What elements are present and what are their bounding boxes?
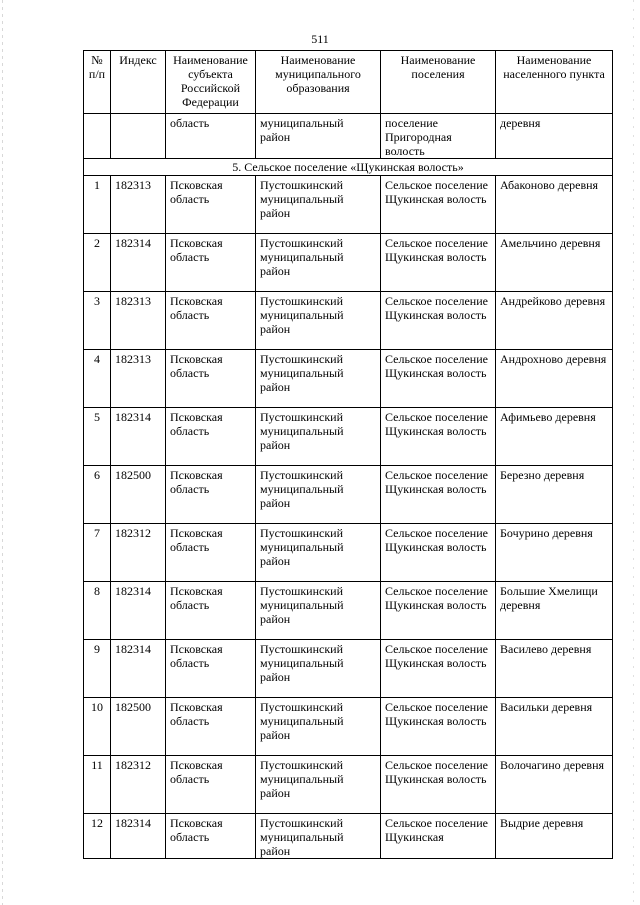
cell-locality: Абаконово деревня: [496, 176, 613, 234]
cell-locality: Большие Хмелищи деревня: [496, 582, 613, 640]
cell-num: 6: [84, 466, 111, 524]
header-index: Индекс: [111, 51, 166, 114]
cell-locality: деревня: [496, 114, 613, 159]
cell-locality: Василево деревня: [496, 640, 613, 698]
cell-num: 1: [84, 176, 111, 234]
cell-num: 3: [84, 292, 111, 350]
table-row: [84, 292, 613, 350]
table-header-row: [84, 51, 613, 114]
cell-subject: Псковская область: [166, 698, 256, 756]
cell-locality: Васильки деревня: [496, 698, 613, 756]
cell-municipal: Пустошкинский муниципальный район: [256, 176, 381, 234]
cell-num: 9: [84, 640, 111, 698]
header-municipal: Наименование муниципального образования: [256, 51, 381, 114]
table-row: [84, 466, 613, 524]
cell-index: 182314: [111, 408, 166, 466]
cell-settlement: поселение Пригородная волость: [381, 114, 496, 159]
cell-locality: Андрейково деревня: [496, 292, 613, 350]
cell-settlement: Сельское поселение Щукинская волость: [381, 582, 496, 640]
table-row: [84, 640, 613, 698]
cell-settlement: Сельское поселение Щукинская волость: [381, 640, 496, 698]
cell-index: 182314: [111, 582, 166, 640]
section-row: [84, 159, 613, 176]
cell-settlement: Сельское поселение Щукинская волость: [381, 408, 496, 466]
cell-settlement: Сельское поселение Щукинская волость: [381, 466, 496, 524]
cell-municipal: Пустошкинский муниципальный район: [256, 350, 381, 408]
cell-municipal: Пустошкинский муниципальный район: [256, 756, 381, 814]
table-row: [84, 756, 613, 814]
cell-num: 12: [84, 814, 111, 859]
cell-locality: Волочагино деревня: [496, 756, 613, 814]
cell-index: 182313: [111, 350, 166, 408]
cell-municipal: Пустошкинский муниципальный район: [256, 292, 381, 350]
cell-subject: Псковская область: [166, 234, 256, 292]
cell-num: 10: [84, 698, 111, 756]
cell-index: 182313: [111, 292, 166, 350]
cell-settlement: Сельское поселение Щукинская волость: [381, 234, 496, 292]
cell-subject: Псковская область: [166, 176, 256, 234]
cell-num: 7: [84, 524, 111, 582]
cell-index: 182314: [111, 234, 166, 292]
cell-municipal: Пустошкинский муниципальный район: [256, 640, 381, 698]
table-row: [84, 698, 613, 756]
section-title: 5. Сельское поселение «Щукинская волость»: [84, 159, 613, 176]
cell-settlement: Сельское поселение Щукинская волость: [381, 176, 496, 234]
cell-municipal: муниципальный район: [256, 114, 381, 159]
table-row: [84, 582, 613, 640]
cell-subject: Псковская область: [166, 466, 256, 524]
cell-settlement: Сельское поселение Щукинская волость: [381, 350, 496, 408]
cell-num: 2: [84, 234, 111, 292]
cell-subject: Псковская область: [166, 582, 256, 640]
table-row: [84, 524, 613, 582]
cell-subject: Псковская область: [166, 524, 256, 582]
cell-locality: Бочурино деревня: [496, 524, 613, 582]
cell-num: 8: [84, 582, 111, 640]
localities-table: [83, 50, 613, 859]
cell-municipal: Пустошкинский муниципальный район: [256, 698, 381, 756]
cell-municipal: Пустошкинский муниципальный район: [256, 582, 381, 640]
scan-edge-left: [2, 0, 3, 905]
table-row: [84, 234, 613, 292]
header-subject: Наименование субъекта Российской Федерации: [166, 51, 256, 114]
cell-locality: Выдрие деревня: [496, 814, 613, 859]
cell-num: 5: [84, 408, 111, 466]
cell-index: 182312: [111, 524, 166, 582]
cell-municipal: Пустошкинский муниципальный район: [256, 466, 381, 524]
cell-settlement: Сельское поселение Щукинская волость: [381, 698, 496, 756]
cell-municipal: Пустошкинский муниципальный район: [256, 524, 381, 582]
cell-index: 182500: [111, 698, 166, 756]
cell-subject: Псковская область: [166, 640, 256, 698]
cell-municipal: Пустошкинский муниципальный район: [256, 408, 381, 466]
cell-index: 182313: [111, 176, 166, 234]
cell-index: 182312: [111, 756, 166, 814]
cell-locality: Андрохново деревня: [496, 350, 613, 408]
cell-municipal: Пустошкинский муниципальный район: [256, 814, 381, 859]
table-row: [84, 814, 613, 859]
cell-subject: Псковская область: [166, 756, 256, 814]
cell-locality: Березно деревня: [496, 466, 613, 524]
page-number: 511: [311, 32, 329, 46]
cell-index: 182314: [111, 814, 166, 859]
cell-settlement: Сельское поселение Щукинская: [381, 814, 496, 859]
cell-subject: Псковская область: [166, 350, 256, 408]
cell-num: [84, 114, 111, 159]
cell-subject: Псковская область: [166, 814, 256, 859]
cell-locality: Афимьево деревня: [496, 408, 613, 466]
table-row: [84, 408, 613, 466]
cell-index: [111, 114, 166, 159]
table-row: [84, 350, 613, 408]
cell-num: 11: [84, 756, 111, 814]
cell-num: 4: [84, 350, 111, 408]
cell-settlement: Сельское поселение Щукинская волость: [381, 292, 496, 350]
cell-municipal: Пустошкинский муниципальный район: [256, 234, 381, 292]
cell-index: 182500: [111, 466, 166, 524]
table-row: [84, 176, 613, 234]
cell-subject: Псковская область: [166, 292, 256, 350]
cell-subject: Псковская область: [166, 408, 256, 466]
header-settlement: Наименование поселения: [381, 51, 496, 114]
header-locality: Наименование населенного пункта: [496, 51, 613, 114]
scan-edge-right: [633, 0, 634, 905]
cell-settlement: Сельское поселение Щукинская волость: [381, 756, 496, 814]
continuation-row: [84, 114, 613, 159]
cell-settlement: Сельское поселение Щукинская волость: [381, 524, 496, 582]
header-num: № п/п: [84, 51, 111, 114]
cell-subject: область: [166, 114, 256, 159]
cell-locality: Амельчино деревня: [496, 234, 613, 292]
cell-index: 182314: [111, 640, 166, 698]
